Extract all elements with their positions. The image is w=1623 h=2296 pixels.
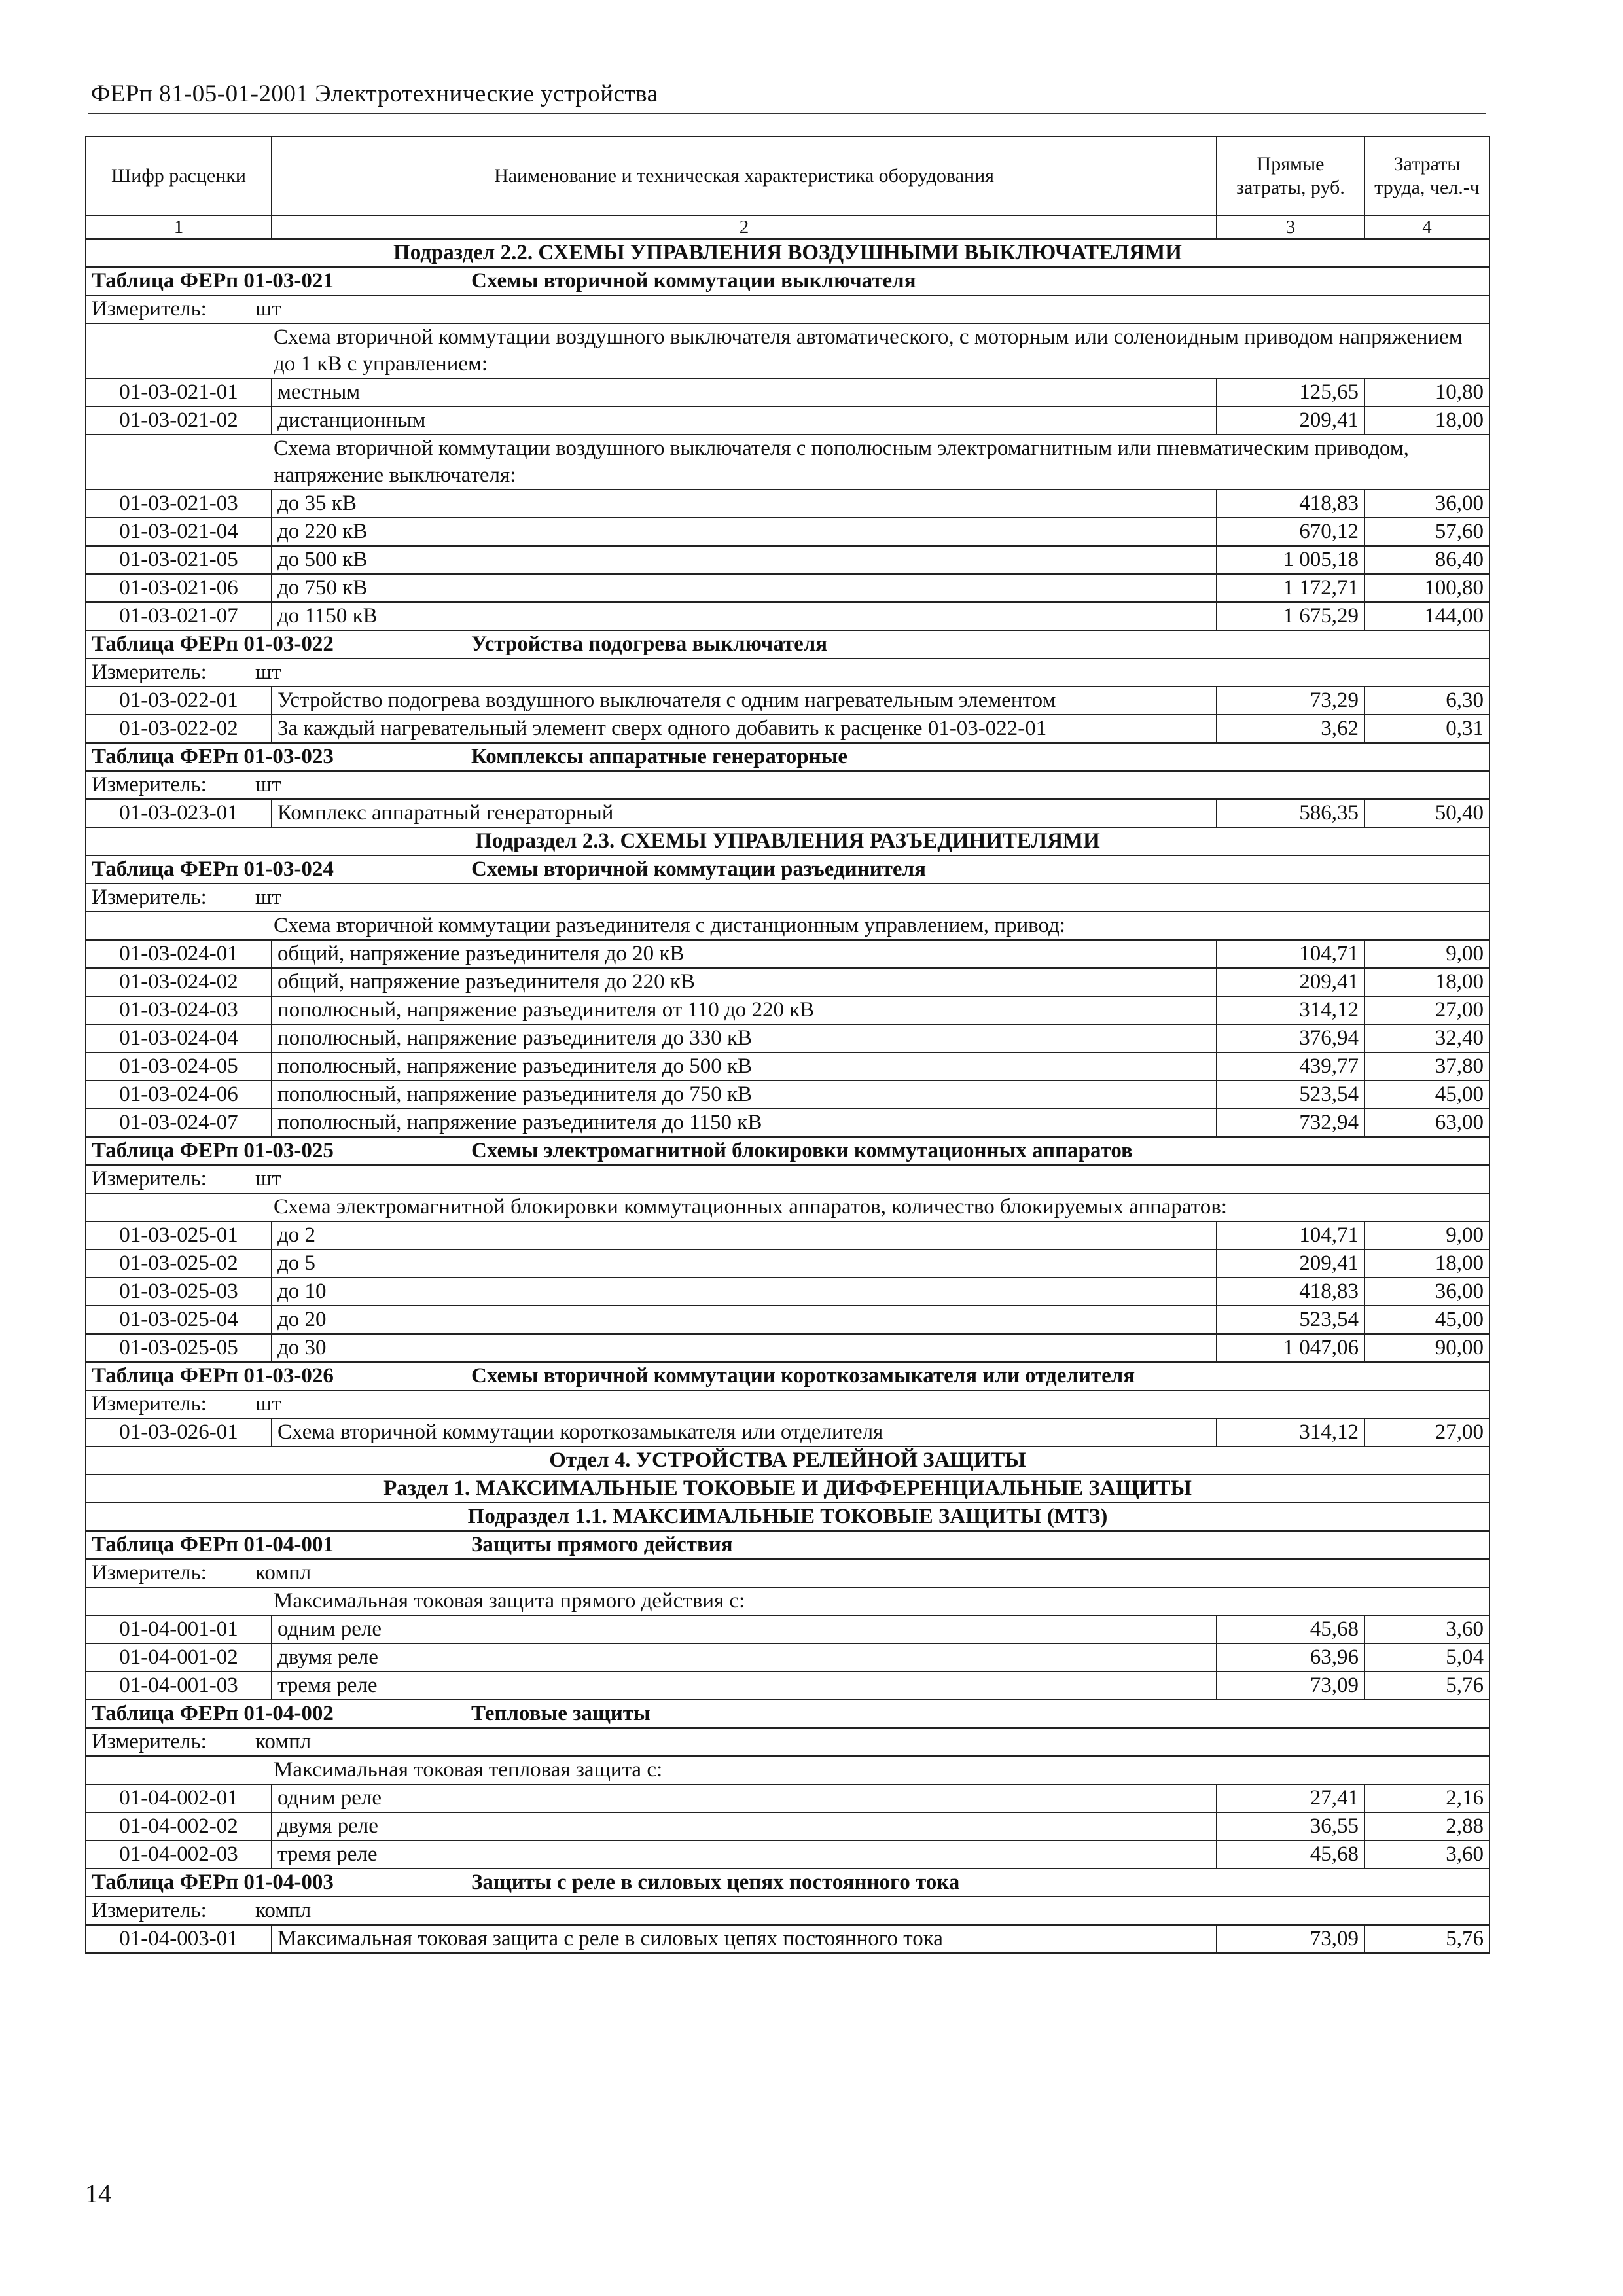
direct-cost: 36,55 [1217,1812,1364,1840]
direct-cost: 1 172,71 [1217,574,1364,602]
rate-name: тремя реле [272,1672,1217,1700]
rate-name: Комплекс аппаратный генераторный [272,799,1217,827]
rate-code: 01-03-021-01 [86,378,272,406]
labor-cost: 144,00 [1364,602,1489,630]
direct-cost: 73,09 [1217,1925,1364,1953]
rate-name: до 1150 кВ [272,602,1217,630]
rate-code: 01-03-026-01 [86,1418,272,1446]
labor-cost: 37,80 [1364,1052,1489,1081]
measure-label: Измеритель: [92,1167,207,1191]
table-row [86,1925,1489,1953]
description-row [86,1756,1489,1784]
table-number: Таблица ФЕРп 01-04-002 [92,1702,334,1725]
labor-cost: 45,00 [1364,1081,1489,1109]
rate-code: 01-04-002-02 [86,1812,272,1840]
table-title-row [86,1531,1489,1559]
rate-name: двумя реле [272,1812,1217,1840]
direct-cost: 314,12 [1217,996,1364,1024]
rate-code: 01-03-024-03 [86,996,272,1024]
labor-cost: 36,00 [1364,1278,1489,1306]
description-row [86,912,1489,940]
table-row [86,518,1489,546]
measure-label: Измеритель: [92,297,207,321]
table-title: Комплексы аппаратные генераторные [471,745,848,768]
direct-cost: 1 675,29 [1217,602,1364,630]
table-title-row [86,1137,1489,1165]
table-row [86,715,1489,743]
section-heading-row [86,239,1489,267]
table-row [86,1672,1489,1700]
rate-name: Схема вторичной коммутации короткозамыкателя или отделителя [272,1418,1217,1446]
rate-name: пополюсный, напряжение разъединителя до 500 кВ [272,1052,1217,1081]
description-row [86,323,1489,378]
table-number: Таблица ФЕРп 01-03-025 [92,1139,334,1162]
section-heading-row [86,1503,1489,1531]
table-title: Тепловые защиты [471,1702,651,1725]
rate-name: до 10 [272,1278,1217,1306]
page-number: 14 [85,2179,111,2208]
table-title: Защиты с реле в силовых цепях постоянного тока [471,1871,960,1894]
rate-name: Максимальная токовая защита с реле в силовых цепях постоянного тока [272,1925,1217,1953]
measure-unit-cell [86,1165,1489,1193]
table-title-row [86,267,1489,295]
section-heading: Отдел 4. УСТРОЙСТВА РЕЛЕЙНОЙ ЗАЩИТЫ [86,1446,1489,1475]
labor-cost: 27,00 [1364,1418,1489,1446]
rate-code: 01-03-025-02 [86,1249,272,1278]
measure-unit: шт [255,297,281,321]
table-row [86,1812,1489,1840]
direct-cost: 1 005,18 [1217,546,1364,574]
description-cell [86,323,1489,378]
measure-unit-row [86,295,1489,323]
column-number: 2 [272,215,1217,239]
rate-name: пополюсный, напряжение разъединителя до 330 кВ [272,1024,1217,1052]
description-cell [86,435,1489,490]
column-number: 4 [1364,215,1489,239]
labor-cost: 27,00 [1364,996,1489,1024]
direct-cost: 586,35 [1217,799,1364,827]
table-title-row [86,1362,1489,1390]
table-row [86,406,1489,435]
rate-code: 01-04-002-03 [86,1840,272,1869]
rate-name: двумя реле [272,1643,1217,1672]
table-number: Таблица ФЕРп 01-03-026 [92,1364,334,1388]
description-cell [86,1756,1489,1784]
table-title-row [86,1700,1489,1728]
description-row [86,1193,1489,1221]
table-title-cell [86,630,1489,658]
direct-cost: 63,96 [1217,1643,1364,1672]
description-text: Схема электромагнитной блокировки коммутационных аппаратов, количество блокируемых аппаратов: [274,1195,1227,1219]
labor-cost: 86,40 [1364,546,1489,574]
labor-cost: 57,60 [1364,518,1489,546]
measure-unit: шт [255,886,281,909]
direct-cost: 73,09 [1217,1672,1364,1700]
table-row [86,378,1489,406]
measure-unit-cell [86,295,1489,323]
measure-unit-cell [86,884,1489,912]
table-row [86,1052,1489,1081]
rate-code: 01-03-024-02 [86,968,272,996]
section-heading-row [86,827,1489,855]
table-row [86,1418,1489,1446]
rate-name: тремя реле [272,1840,1217,1869]
measure-label: Измеритель: [92,1392,207,1416]
direct-cost: 523,54 [1217,1081,1364,1109]
labor-cost: 9,00 [1364,940,1489,968]
section-heading-row [86,1475,1489,1503]
rate-name: до 5 [272,1249,1217,1278]
rate-code: 01-03-022-01 [86,687,272,715]
direct-cost: 73,29 [1217,687,1364,715]
column-number: 3 [1217,215,1364,239]
section-heading: Раздел 1. МАКСИМАЛЬНЫЕ ТОКОВЫЕ И ДИФФЕРЕНЦИАЛЬНЫЕ ЗАЩИТЫ [86,1475,1489,1503]
direct-cost: 45,68 [1217,1615,1364,1643]
labor-cost: 5,76 [1364,1925,1489,1953]
description-cell [86,912,1489,940]
labor-cost: 2,88 [1364,1812,1489,1840]
table-title-cell [86,1362,1489,1390]
table-title-row [86,855,1489,884]
direct-cost: 670,12 [1217,518,1364,546]
measure-label: Измеритель: [92,660,207,684]
measure-unit-row [86,1390,1489,1418]
table-row [86,940,1489,968]
direct-cost: 376,94 [1217,1024,1364,1052]
labor-cost: 45,00 [1364,1306,1489,1334]
rate-code: 01-04-001-03 [86,1672,272,1700]
measure-unit-cell [86,1559,1489,1587]
measure-unit-row [86,771,1489,799]
measure-unit-cell [86,658,1489,687]
direct-cost: 209,41 [1217,406,1364,435]
rate-code: 01-03-021-02 [86,406,272,435]
price-table [85,136,1490,1954]
rate-name: пополюсный, напряжение разъединителя до 750 кВ [272,1081,1217,1109]
rate-name: общий, напряжение разъединителя до 20 кВ [272,940,1217,968]
rate-code: 01-03-025-01 [86,1221,272,1249]
table-row [86,1109,1489,1137]
table-title: Схемы вторичной коммутации короткозамыкателя или отделителя [471,1364,1135,1388]
rate-name: до 220 кВ [272,518,1217,546]
table-row [86,602,1489,630]
rate-name: до 30 [272,1334,1217,1362]
table-title-cell [86,1137,1489,1165]
rate-code: 01-03-024-04 [86,1024,272,1052]
labor-cost: 90,00 [1364,1334,1489,1362]
table-title: Схемы вторичной коммутации разъединителя [471,857,926,881]
rate-code: 01-03-021-06 [86,574,272,602]
rate-code: 01-04-001-02 [86,1643,272,1672]
labor-cost: 32,40 [1364,1024,1489,1052]
rate-code: 01-03-021-05 [86,546,272,574]
measure-unit-row [86,1165,1489,1193]
measure-unit-row [86,884,1489,912]
rate-code: 01-04-003-01 [86,1925,272,1953]
direct-cost: 3,62 [1217,715,1364,743]
measure-unit: шт [255,1392,281,1416]
table-number: Таблица ФЕРп 01-04-001 [92,1533,334,1556]
measure-unit-cell [86,1390,1489,1418]
direct-cost: 418,83 [1217,1278,1364,1306]
measure-label: Измеритель: [92,886,207,909]
measure-unit-row [86,1897,1489,1925]
rate-code: 01-03-024-05 [86,1052,272,1081]
labor-cost: 50,40 [1364,799,1489,827]
rate-code: 01-03-022-02 [86,715,272,743]
table-row [86,1306,1489,1334]
rate-code: 01-03-021-07 [86,602,272,630]
rate-code: 01-03-024-07 [86,1109,272,1137]
table-row [86,996,1489,1024]
column-number-row [86,215,1489,239]
rate-code: 01-03-021-04 [86,518,272,546]
direct-cost: 1 047,06 [1217,1334,1364,1362]
table-title: Защиты прямого действия [471,1533,733,1556]
rate-code: 01-03-023-01 [86,799,272,827]
rate-name: одним реле [272,1784,1217,1812]
rate-code: 01-03-025-05 [86,1334,272,1362]
measure-unit-cell [86,771,1489,799]
measure-unit: шт [255,660,281,684]
labor-cost: 3,60 [1364,1840,1489,1869]
direct-cost: 104,71 [1217,940,1364,968]
table-title-cell [86,1869,1489,1897]
table-title-cell [86,267,1489,295]
labor-cost: 18,00 [1364,406,1489,435]
direct-cost: 125,65 [1217,378,1364,406]
rate-name: до 20 [272,1306,1217,1334]
table-title-row [86,743,1489,771]
labor-cost: 10,80 [1364,378,1489,406]
column-header-cost: Прямые затраты, руб. [1217,137,1364,215]
table-number: Таблица ФЕРп 01-03-021 [92,269,334,293]
table-row [86,1278,1489,1306]
direct-cost: 418,83 [1217,490,1364,518]
section-heading: Подраздел 2.2. СХЕМЫ УПРАВЛЕНИЯ ВОЗДУШНЫМИ ВЫКЛЮЧАТЕЛЯМИ [86,239,1489,267]
measure-label: Измеритель: [92,1730,207,1753]
labor-cost: 3,60 [1364,1615,1489,1643]
rate-code: 01-03-024-06 [86,1081,272,1109]
rate-code: 01-03-021-03 [86,490,272,518]
measure-unit-row [86,1728,1489,1756]
measure-label: Измеритель: [92,1899,207,1922]
measure-unit: компл [255,1561,312,1585]
section-heading-row [86,1446,1489,1475]
labor-cost: 0,31 [1364,715,1489,743]
labor-cost: 63,00 [1364,1109,1489,1137]
table-row [86,1643,1489,1672]
rate-name: до 2 [272,1221,1217,1249]
labor-cost: 6,30 [1364,687,1489,715]
description-cell [86,1193,1489,1221]
rate-name: местным [272,378,1217,406]
rate-name: Устройство подогрева воздушного выключателя с одним нагревательным элементом [272,687,1217,715]
column-number: 1 [86,215,272,239]
table-number: Таблица ФЕРп 01-04-003 [92,1871,334,1894]
table-row [86,1840,1489,1869]
direct-cost: 732,94 [1217,1109,1364,1137]
table-title-row [86,630,1489,658]
column-header-labor: Затраты труда, чел.-ч [1364,137,1489,215]
table-row [86,1081,1489,1109]
measure-unit-row [86,658,1489,687]
labor-cost: 9,00 [1364,1221,1489,1249]
rate-name: до 750 кВ [272,574,1217,602]
table-row [86,687,1489,715]
rate-name: до 35 кВ [272,490,1217,518]
header-title: ФЕРп 81-05-01-2001 Электротехнические устройства [91,81,658,107]
description-text: Схема вторичной коммутации воздушного выключателя с пополюсным электромагнитным или пневматическим приводом, напряжение выключателя: [274,437,1409,487]
table-row [86,1249,1489,1278]
labor-cost: 5,76 [1364,1672,1489,1700]
measure-unit: компл [255,1899,312,1922]
table-title: Схемы электромагнитной блокировки коммутационных аппаратов [471,1139,1133,1162]
measure-unit-cell [86,1728,1489,1756]
direct-cost: 45,68 [1217,1840,1364,1869]
rate-code: 01-03-025-03 [86,1278,272,1306]
rate-name: За каждый нагревательный элемент сверх одного добавить к расценке 01-03-022-01 [272,715,1217,743]
labor-cost: 5,04 [1364,1643,1489,1672]
section-heading: Подраздел 2.3. СХЕМЫ УПРАВЛЕНИЯ РАЗЪЕДИНИТЕЛЯМИ [86,827,1489,855]
description-cell [86,1587,1489,1615]
direct-cost: 523,54 [1217,1306,1364,1334]
table-row [86,1221,1489,1249]
table-row [86,968,1489,996]
table-number: Таблица ФЕРп 01-03-024 [92,857,334,881]
labor-cost: 36,00 [1364,490,1489,518]
section-heading: Подраздел 1.1. МАКСИМАЛЬНЫЕ ТОКОВЫЕ ЗАЩИТЫ (МТЗ) [86,1503,1489,1531]
description-text: Схема вторичной коммутации воздушного выключателя автоматического, с моторным или соленоидным приводом напряжением до 1 кВ с управлением: [274,325,1463,376]
direct-cost: 314,12 [1217,1418,1364,1446]
rate-name: пополюсный, напряжение разъединителя от 110 до 220 кВ [272,996,1217,1024]
description-text: Максимальная токовая защита прямого действия с: [274,1589,745,1613]
table-title: Устройства подогрева выключателя [471,632,828,656]
price-table-body [86,137,1489,1953]
column-header-name: Наименование и техническая характеристика оборудования [272,137,1217,215]
running-header [88,77,1486,114]
direct-cost: 209,41 [1217,968,1364,996]
direct-cost: 209,41 [1217,1249,1364,1278]
measure-unit-row [86,1559,1489,1587]
table-row [86,574,1489,602]
table-title-cell [86,1700,1489,1728]
table-title-cell [86,743,1489,771]
measure-label: Измеритель: [92,773,207,797]
table-row [86,1615,1489,1643]
column-header-code: Шифр расценки [86,137,272,215]
measure-unit: компл [255,1730,312,1753]
direct-cost: 104,71 [1217,1221,1364,1249]
description-text: Схема вторичной коммутации разъединителя с дистанционным управлением, привод: [274,914,1065,937]
rate-code: 01-04-002-01 [86,1784,272,1812]
rate-name: пополюсный, напряжение разъединителя до 1150 кВ [272,1109,1217,1137]
direct-cost: 439,77 [1217,1052,1364,1081]
table-row [86,546,1489,574]
table-row [86,1334,1489,1362]
measure-label: Измеритель: [92,1561,207,1585]
table-number: Таблица ФЕРп 01-03-022 [92,632,334,656]
column-header-row [86,137,1489,215]
table-row [86,1024,1489,1052]
rate-name: до 500 кВ [272,546,1217,574]
table-title-cell [86,1531,1489,1559]
table-title-cell [86,855,1489,884]
rate-name: одним реле [272,1615,1217,1643]
table-row [86,490,1489,518]
description-row [86,1587,1489,1615]
measure-unit-cell [86,1897,1489,1925]
table-row [86,799,1489,827]
description-row [86,435,1489,490]
labor-cost: 18,00 [1364,1249,1489,1278]
labor-cost: 18,00 [1364,968,1489,996]
rate-code: 01-03-024-01 [86,940,272,968]
table-row [86,1784,1489,1812]
rate-code: 01-04-001-01 [86,1615,272,1643]
labor-cost: 2,16 [1364,1784,1489,1812]
direct-cost: 27,41 [1217,1784,1364,1812]
table-number: Таблица ФЕРп 01-03-023 [92,745,334,768]
rate-name: общий, напряжение разъединителя до 220 кВ [272,968,1217,996]
rate-name: дистанционным [272,406,1217,435]
labor-cost: 100,80 [1364,574,1489,602]
measure-unit: шт [255,1167,281,1191]
table-title: Схемы вторичной коммутации выключателя [471,269,916,293]
description-text: Максимальная токовая тепловая защита с: [274,1758,663,1782]
table-title-row [86,1869,1489,1897]
measure-unit: шт [255,773,281,797]
rate-code: 01-03-025-04 [86,1306,272,1334]
